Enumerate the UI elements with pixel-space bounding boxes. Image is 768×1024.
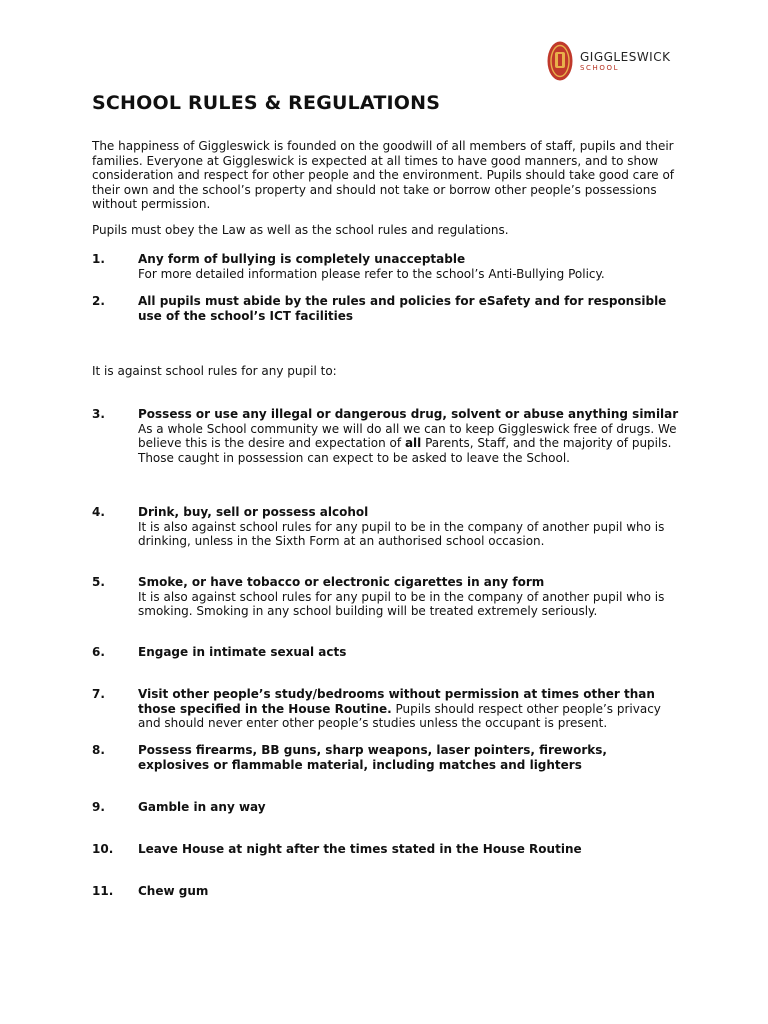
rule-item bbox=[92, 884, 682, 899]
rule-heading: All pupils must abide by the rules and policies for eSafety and for responsible use of the school’s ICT facilities bbox=[138, 294, 667, 323]
school-crest-icon bbox=[546, 40, 574, 82]
rule-heading: Any form of bullying is completely unacceptable bbox=[138, 252, 466, 266]
rule-description: For more detailed information please refer to the school’s Anti-Bullying Policy. bbox=[138, 266, 605, 281]
rule-item bbox=[92, 842, 682, 857]
rule-number: 5. bbox=[92, 575, 105, 589]
rule-number: 2. bbox=[92, 294, 105, 308]
rule-item bbox=[92, 294, 682, 323]
intro-paragraph: The happiness of Giggleswick is founded on the goodwill of all members of staff, pupils and their families. Everyone at Giggleswick is expected at all times to have good manners, and to show consideration and respect for other people and the environment. Pupils should take good care of their own and the school’s property and should not take or borrow other people’s possessions without permission. bbox=[92, 139, 675, 212]
rule-number: 11. bbox=[92, 884, 114, 898]
rule-item bbox=[92, 252, 682, 281]
rule-item bbox=[92, 407, 682, 465]
rule-description-part: Parents, Staff, and the majority of pupils. Those caught in possession can expect to be asked to leave the School. bbox=[138, 436, 672, 465]
school-logo bbox=[546, 38, 676, 84]
rule-number: 10. bbox=[92, 842, 114, 856]
against-paragraph: It is against school rules for any pupil to: bbox=[92, 364, 337, 378]
rule-description-part: As a whole School community we will do all we can to keep Giggleswick free of drugs. We believe this is the desire and expectation of bbox=[138, 421, 677, 451]
page-title: SCHOOL RULES & REGULATIONS bbox=[92, 92, 441, 114]
rule-heading: Possess firearms, BB guns, sharp weapons, laser pointers, fireworks, explosives or flammable material, including matches and lighters bbox=[138, 743, 607, 772]
rule-number: 6. bbox=[92, 645, 105, 659]
rule-description: Pupils should respect other people’s privacy and should never enter other people’s studies unless the occupant is present. bbox=[138, 701, 661, 731]
rule-heading: Chew gum bbox=[138, 884, 209, 898]
logo-subtitle: SCHOOL bbox=[580, 63, 620, 72]
rule-heading: Engage in intimate sexual acts bbox=[138, 645, 347, 659]
rule-heading: Drink, buy, sell or possess alcohol bbox=[138, 505, 369, 519]
rule-emphasis: all bbox=[404, 436, 422, 451]
rule-description bbox=[138, 422, 682, 466]
rule-heading: Visit other people’s study/bedrooms without permission at times other than those specified in the House Routine. bbox=[138, 687, 655, 716]
rule-number: 3. bbox=[92, 407, 105, 421]
rule-number: 1. bbox=[92, 252, 105, 266]
rule-item bbox=[92, 687, 682, 731]
rule-heading: Gamble in any way bbox=[138, 800, 266, 814]
law-paragraph: Pupils must obey the Law as well as the school rules and regulations. bbox=[92, 223, 509, 237]
rule-item bbox=[92, 800, 682, 815]
rule-number: 8. bbox=[92, 743, 105, 757]
logo-name: GIGGLESWICK bbox=[580, 49, 671, 64]
rule-number: 7. bbox=[92, 687, 105, 701]
rule-item bbox=[92, 645, 682, 660]
rule-item bbox=[92, 575, 682, 619]
rule-number: 4. bbox=[92, 505, 105, 519]
rule-heading: Leave House at night after the times stated in the House Routine bbox=[138, 842, 582, 856]
rule-description: It is also against school rules for any pupil to be in the company of another pupil who is drinking, unless in the Sixth Form at an authorised school occasion. bbox=[138, 519, 665, 549]
rule-description: It is also against school rules for any pupil to be in the company of another pupil who is smoking. Smoking in any school building will be treated extremely seriously. bbox=[138, 589, 665, 619]
rule-heading: Smoke, or have tobacco or electronic cigarettes in any form bbox=[138, 575, 545, 589]
rule-number: 9. bbox=[92, 800, 105, 814]
rule-heading: Possess or use any illegal or dangerous drug, solvent or abuse anything similar bbox=[138, 407, 679, 421]
rule-item bbox=[92, 743, 682, 772]
rule-item bbox=[92, 505, 682, 549]
